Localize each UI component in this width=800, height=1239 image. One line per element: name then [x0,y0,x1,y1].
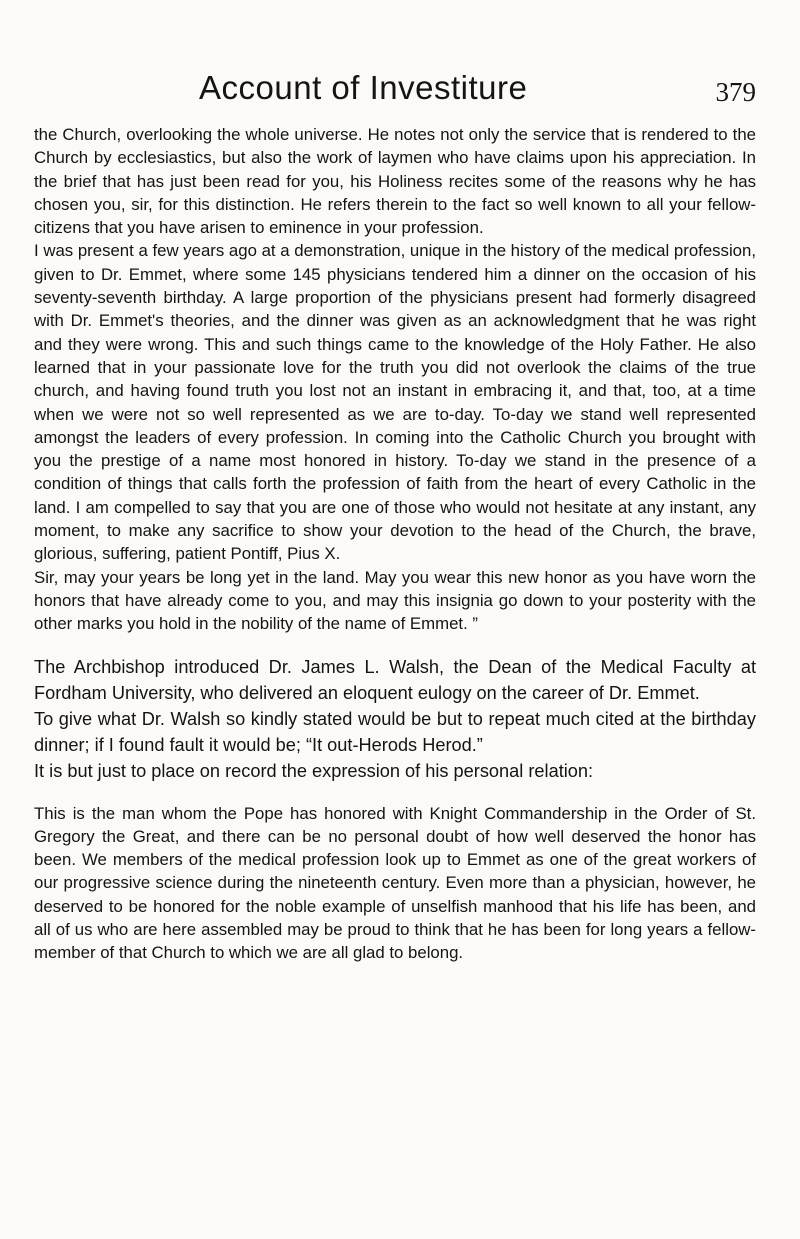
page-number: 379 [715,77,756,107]
paragraph-6: It is but just to place on record the expression of his personal relation: [34,760,594,781]
paragraph-5: To give what Dr. Walsh so kindly stated would be but to repeat much cited at the birthday dinner; if I found fault it would be; “It out-Herods Herod.” [34,708,756,755]
paragraph-3: Sir, may your years be long yet in the land. May you wear this new honor as you have worn the honors that have already come to you, and may this insignia go down to your posterity with the other marks you hold in the nobility of the name of Emmet. ” [34,567,756,634]
paragraph-1: the Church, overlooking the whole universe. He notes not only the service that is rendered to the Church by ecclesiastics, but also the work of laymen who have claims upon his appreciation. In the brief that has just been read for you, his Holiness recites some of the reasons why he has chosen you, sir, for this distinction. He refers therein to the fact so well known to all your fellow-citizens that you have arisen to eminence in your profession. [34,125,756,238]
paragraph-2: I was present a few years ago at a demonstration, unique in the history of the medical profession, given to Dr. Emmet, where some 145 physicians tendered him a dinner on the occasion of his seventy-seventh birthday. A large proportion of the physicians present had formerly disagreed with Dr. Emmet's theories, and the dinner was given as an acknowledgment that he was right and they were wrong. This and such things came to the knowledge of the Holy Father. He also learned that in your passionate love for the truth you did not overlook the claims of the true church, and having found truth you lost not an instant in embracing it, and that, too, at a time when we were not so well represented as we are to-day. To-day we stand well represented amongst the leaders of every profession. In coming into the Catholic Church you brought with you the prestige of a name most honored in history. To-day we stand in the presence of a condition of things that calls forth the profession of faith from the heart of every Catholic in the land. I am compelled to say that you are one of those who would not hesitate at any instant, any moment, to make any sacrifice to show your devotion to the head of the Church, the brave, glorious, suffering, patient Pontiff, Pius X. [34,241,756,564]
paragraph-4: The Archbishop introduced Dr. James L. Walsh, the Dean of the Medical Faculty at Fordham University, who delivered an eloquent eulogy on the career of Dr. Emmet. [34,656,756,703]
paragraph-7: This is the man whom the Pope has honored with Knight Commandership in the Order of St. Gregory the Great, and there can be no personal doubt of how well deserved the honor has been. We members of the medical profession look up to Emmet as one of the great workers of our progressive science during the nineteenth century. Even more than a physician, however, he deserved to be honored for the noble example of unselfish manhood that his life has been, and all of us who are here assembled may be proud to think that he has been for long years a fellow-member of that Church to which we are all glad to belong. [34,803,756,963]
running-title: Account of Investiture [199,69,528,106]
body-text [34,123,756,965]
book-page [34,0,764,1239]
running-header [34,66,764,116]
